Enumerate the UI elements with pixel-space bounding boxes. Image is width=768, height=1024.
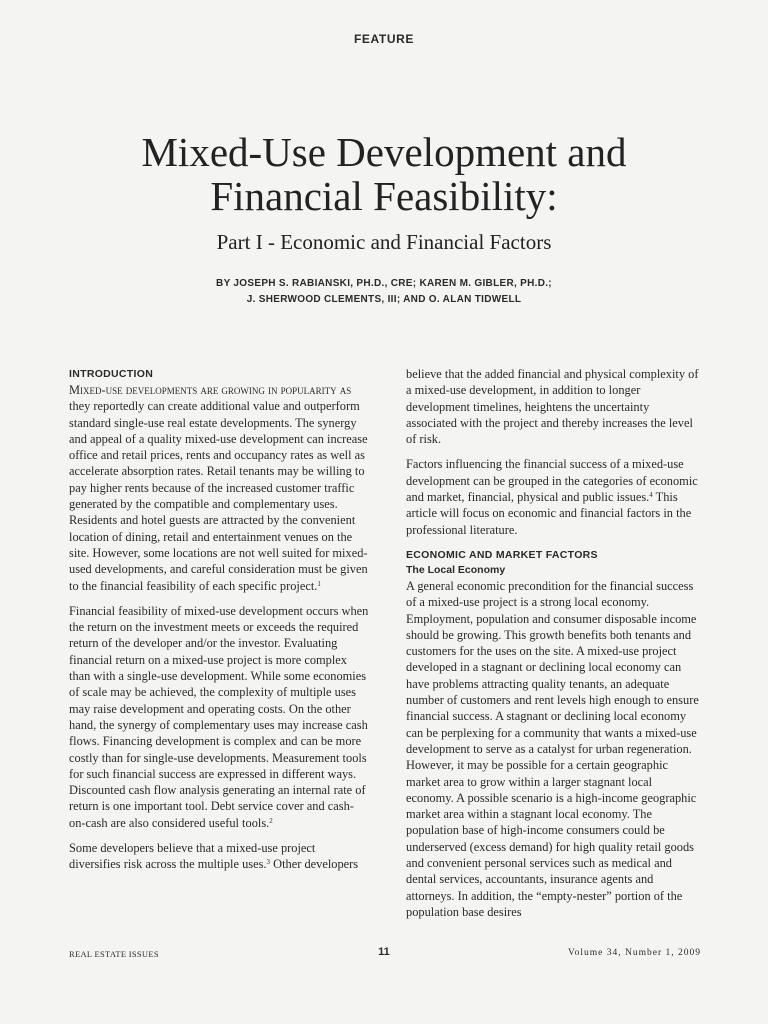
author-byline xyxy=(0,276,768,308)
local-economy-subheading: The Local Economy xyxy=(406,563,506,576)
footer-journal-name: REAL ESTATE ISSUES xyxy=(69,949,159,959)
title-line-2: Financial Feasibility: xyxy=(210,173,558,219)
title-line-1: Mixed-Use Development and xyxy=(141,129,627,175)
footnote-ref: 2 xyxy=(269,816,273,825)
economic-market-heading: ECONOMIC AND MARKET FACTORS xyxy=(406,548,598,561)
paragraph-diversification xyxy=(69,840,369,873)
paragraph-risk: believe that the added financial and physical complexity of a mixed-use development, in addition to longer development timelines, heightens the uncertainty associated with the project and thereby increases the level of risk. xyxy=(406,367,699,447)
article-title xyxy=(0,130,768,218)
paragraph-factors xyxy=(406,456,699,537)
section-label: FEATURE xyxy=(354,32,414,46)
lead-in-smallcaps: Mixed-use developments are growing in popularity as xyxy=(69,383,352,397)
left-column xyxy=(69,366,369,882)
footer-volume: Volume 34, Number 1, 2009 xyxy=(567,948,701,958)
article-subtitle: Part I - Economic and Financial Factors xyxy=(216,230,552,254)
paragraph-text: Some developers believe that a mixed-use project diversifies risk across the multiple uses. xyxy=(69,841,316,872)
author-line-2: J. SHERWOOD CLEMENTS, III; AND O. ALAN TIDWELL xyxy=(246,294,522,305)
paragraph-text: Factors influencing the financial success of a mixed-use development can be grouped in the categories of economic and market, financial, physical and public issues. xyxy=(406,457,698,505)
introduction-heading: INTRODUCTION xyxy=(69,368,154,380)
paragraph-intro xyxy=(69,382,369,594)
paragraph-text: This article will focus on economic and financial factors in the professional literature. xyxy=(406,490,692,537)
footnote-ref: 4 xyxy=(649,491,653,500)
paragraph-text: Financial feasibility of mixed-use development occurs when the return on the investment meets or exceeds the required return of the developer and/or the investor. Evaluating financial return on a mixed-use project is more complex than with a single-use development. While some economies of scale may be achieved, the complexity of multiple uses may raise development and operating costs. On the other hand, the synergy of complementary uses may increase cash flows. Financing development is complex and can be more costly than for single-use developments. Measurement tools for such financial success are expressed in different ways. Discounted cash flow analysis generating an internal rate of return is one important tool. Debt service cover and cash-on-cash are also considered useful tools. xyxy=(69,603,369,830)
page-number: 11 xyxy=(378,946,390,958)
author-line-1: BY JOSEPH S. RABIANSKI, PH.D., CRE; KAREN M. GIBLER, PH.D.; xyxy=(216,278,552,289)
right-column xyxy=(406,366,699,929)
paragraph-text: Other developers xyxy=(270,857,359,872)
paragraph-local-economy: A general economic precondition for the financial success of a mixed-use project is a strong local economy. Employment, population and consumer disposable income should be growing. This growth benefits both tenants and customers for the uses on the site. A mixed-use project developed in a stagnant or declining local economy can have problems attracting quality tenants, an adequate number of customers and rent levels high enough to ensure financial success. A stagnant or declining local economy can be perplexing for a community that wants a mixed-use development to serve as a catalyst for urban regeneration. However, it may be possible for a certain geographic market area to grow within a larger stagnant local economy. A possible scenario is a high-income geographic market area within a stagnant local economy. The population base of high-income consumers could be underserved (excess demand) for high quality retail goods and convenient personal services such as medical and dental services, accountants, insurance agents and attorneys. In addition, the “empty-nester” portion of the population base desires xyxy=(406,578,699,919)
footnote-ref: 3 xyxy=(266,858,271,867)
paragraph-text: they reportedly can create additional value and outperform standard single-use real estate developments. The synergy and appeal of a quality mixed-use development can increase office and retail prices, rents and occupancy rates as well as accelerate absorption rates. Retail tenants may be willing to pay higher rents because of the increased customer traffic generated by the compatible and complementary uses. Residents and hotel guests are attracted by the convenient location of dining, retail and entertainment venues on the site. However, some locations are not well suited for mixed-used developments, and careful consideration must be given to the financial feasibility of each specific project. xyxy=(69,399,368,593)
paragraph-feasibility xyxy=(69,603,369,831)
footnote-ref: 1 xyxy=(317,579,321,588)
